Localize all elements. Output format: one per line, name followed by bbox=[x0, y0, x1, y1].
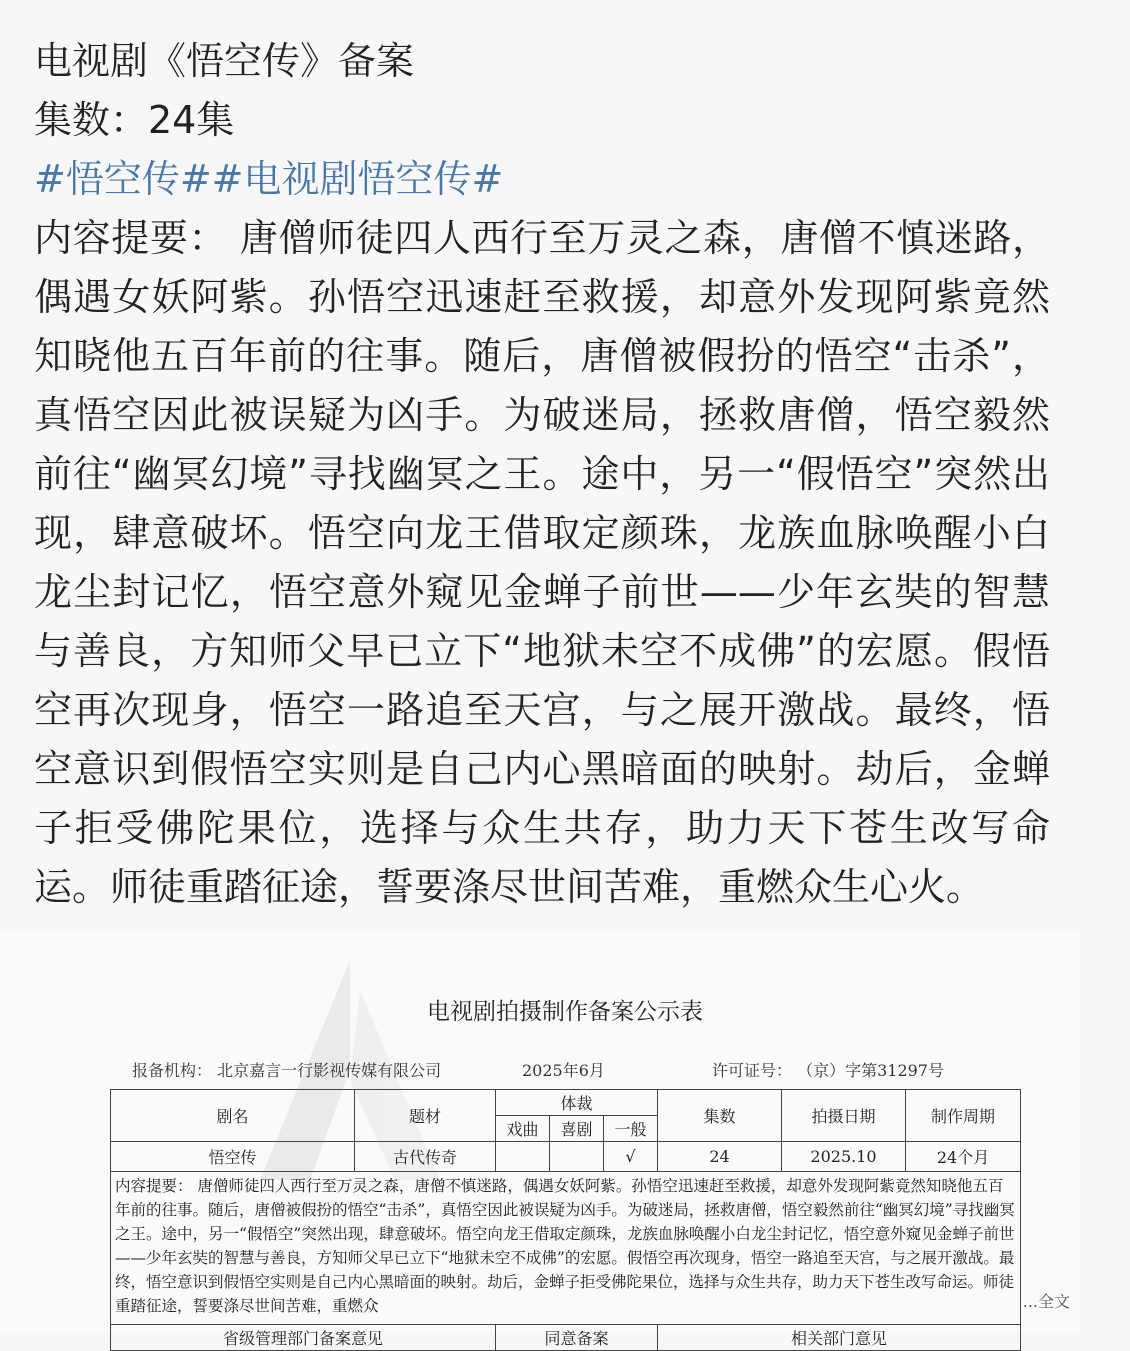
filing-document-image[interactable] bbox=[0, 930, 1080, 1348]
filing-date: 2025年6月 bbox=[522, 1061, 605, 1080]
cell-comedy bbox=[550, 1142, 604, 1172]
document-title: 电视剧拍摄制作备案公示表 bbox=[427, 999, 703, 1025]
permit-number: 许可证号： （京）字第31297号 bbox=[712, 1061, 944, 1080]
cell-general: √ bbox=[604, 1142, 658, 1172]
header-form-opera: 戏曲 bbox=[496, 1116, 550, 1142]
cell-cycle: 24个月 bbox=[906, 1142, 1021, 1172]
post-episodes: 集数：24集 bbox=[34, 98, 235, 142]
cell-shoot-date: 2025.10 bbox=[782, 1142, 906, 1172]
table-summary: 内容提要： 唐僧师徒四人西行至万灵之森，唐僧不慎迷路，偶遇女妖阿紫。孙悟空迅速赶至救援，却意外发现阿紫竟然知晓他五百年前的往事。随后，唐僧被假扮的悟空“击杀”，真悟空因此被误疑为凶手。为破迷局，拯救唐僧，悟空毅然前往“幽冥幻境”寻找幽冥之王。途中，另一“假悟空”突然出现，肆意破坏。悟空向龙王借取定颜珠，龙族血脉唤醒小白龙尘封记忆，悟空意外窥见金蝉子前世——少年玄奘的智慧与善良，方知师父早已立下“地狱未空不成佛”的宏愿。假悟空再次现身，悟空一路追至天宫，与之展开激战。最终，悟空意识到假悟空实则是自己内心黑暗面的映射。劫后，金蝉子拒受佛陀果位，选择与众生共存，助力天下苍生改写命运。师徒重踏征途，誓要涤尽世间苦难，重燃众 bbox=[111, 1172, 1021, 1325]
expand-button[interactable]: ...全文 bbox=[1022, 1292, 1070, 1311]
hashtag-links[interactable]: #悟空传##电视剧悟空传# bbox=[34, 157, 504, 201]
cell-name: 悟空传 bbox=[111, 1142, 355, 1172]
footer-approve: 同意备案 bbox=[496, 1325, 658, 1351]
header-shoot-date: 拍摄日期 bbox=[782, 1090, 906, 1142]
footer-related-dept: 相关部门意见 bbox=[658, 1325, 1021, 1351]
cell-subject: 古代传奇 bbox=[355, 1142, 496, 1172]
post-content bbox=[34, 32, 1050, 917]
cell-episodes: 24 bbox=[658, 1142, 782, 1172]
header-subject: 题材 bbox=[355, 1090, 496, 1142]
footer-provincial-opinion: 省级管理部门备案意见 bbox=[111, 1325, 496, 1351]
post-summary: 内容提要： 唐僧师徒四人西行至万灵之森，唐僧不慎迷路，偶遇女妖阿紫。孙悟空迅速赶至救援，却意外发现阿紫竟然知晓他五百年前的往事。随后，唐僧被假扮的悟空“击杀”，真悟空因此被误疑为凶手。为破迷局，拯救唐僧，悟空毅然前往“幽冥幻境”寻找幽冥之王。途中，另一“假悟空”突然出现，肆意破坏。悟空向龙王借取定颜珠，龙族血脉唤醒小白龙尘封记忆，悟空意外窥见金蝉子前世——少年玄奘的智慧与善良，方知师父早已立下“地狱未空不成佛”的宏愿。假悟空再次现身，悟空一路追至天宫，与之展开激战。最终，悟空意识到假悟空实则是自己内心黑暗面的映射。劫后，金蝉子拒受佛陀果位，选择与众生共存，助力天下苍生改写命运。师徒重踏征途，誓要涤尽世间苦难，重燃众生心火。 bbox=[34, 216, 1050, 909]
header-form: 体裁 bbox=[496, 1090, 658, 1116]
cell-opera bbox=[496, 1142, 550, 1172]
filing-organization: 报备机构： 北京嘉言一行影视传媒有限公司 bbox=[132, 1061, 442, 1080]
header-episodes: 集数 bbox=[658, 1090, 782, 1142]
header-form-general: 一般 bbox=[604, 1116, 658, 1142]
header-cycle: 制作周期 bbox=[906, 1090, 1021, 1142]
header-name: 剧名 bbox=[111, 1090, 355, 1142]
post-title: 电视剧《悟空传》备案 bbox=[34, 39, 415, 83]
filing-table bbox=[110, 1089, 1021, 1351]
header-form-comedy: 喜剧 bbox=[550, 1116, 604, 1142]
